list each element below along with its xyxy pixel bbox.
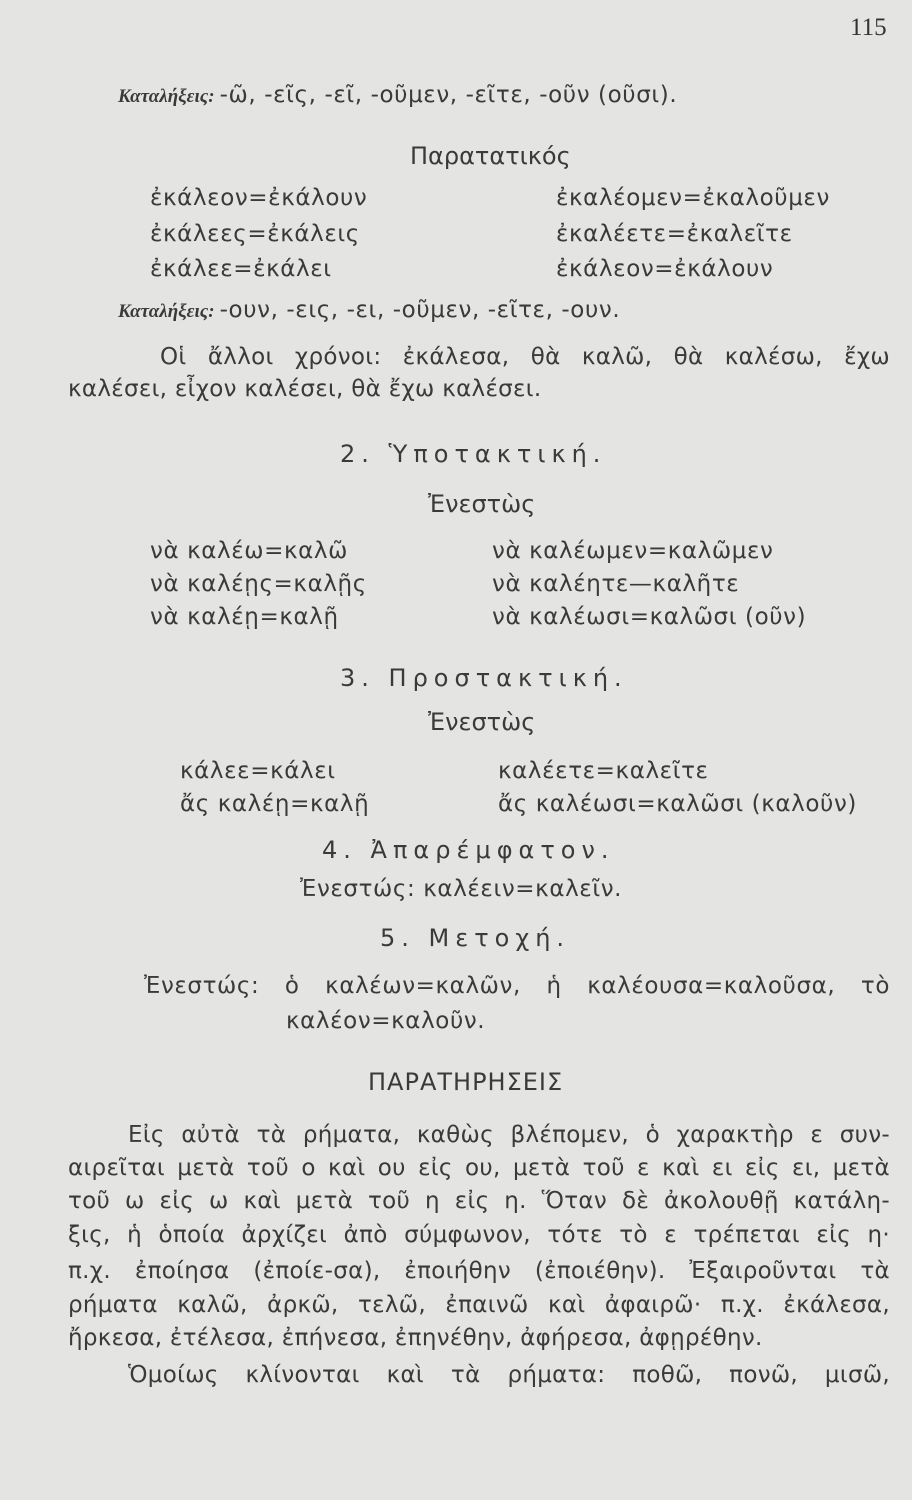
participle-heading: 5. Μετοχή. xyxy=(380,924,571,952)
imperfect-right-3: ἐκάλεον=ἐκάλουν xyxy=(556,256,774,282)
subjunctive-right-3: νὰ καλέωσι=καλῶσι (οῦν) xyxy=(492,604,807,630)
imperfect-endings-line xyxy=(118,297,620,323)
subjunctive-left-2: νὰ καλέῃς=καλῇς xyxy=(150,571,367,597)
subjunctive-right-1: νὰ καλέωμεν=καλῶμεν xyxy=(492,538,774,564)
remarks-line-5: π.χ. ἐποίησα (ἐποίε-σα), ἐποιήθην (ἐποιέθην). Ἐξαιροῦνται τὰ xyxy=(68,1258,890,1284)
subjunctive-left-3: νὰ καλέῃ=καλῇ xyxy=(150,604,339,630)
infinitive-heading: 4. Ἀπαρέμφατον. xyxy=(322,836,615,864)
imperfect-right-2: ἐκαλέετε=ἐκαλεῖτε xyxy=(556,221,793,247)
imperfect-heading: Παρατατικός xyxy=(410,142,571,170)
infinitive-line: Ἐνεστώς: καλέειν=καλεῖν. xyxy=(300,876,623,902)
other-tenses-line-2: καλέσει, εἶχον καλέσει, θὰ ἔχω καλέσει. xyxy=(68,376,542,402)
imperative-left-1: κάλεε=κάλει xyxy=(180,758,336,784)
remarks-line-8: Ὁμοίως κλίνονται καὶ τὰ ρήματα: ποθῶ, πονῶ, μισῶ, xyxy=(128,1362,890,1388)
participle-line-1: Ἐνεστώς: ὁ καλέων=καλῶν, ἡ καλέουσα=καλοῦσα, τὸ xyxy=(144,973,890,999)
subjunctive-left-1: νὰ καλέω=καλῶ xyxy=(150,538,348,564)
remarks-line-2: αιρεῖται μετὰ τοῦ ο καὶ ου εἰς ου, μετὰ τοῦ ε καὶ ει εἰς ει, μετὰ xyxy=(68,1155,890,1181)
subjunctive-right-2: νὰ καλέητε—καλῆτε xyxy=(492,571,740,597)
subjunctive-heading: 2. Ὑποτακτική. xyxy=(340,440,607,468)
page-number: 115 xyxy=(850,14,887,41)
present-endings: -ῶ, -εῖς, -εῖ, -οῦμεν, -εῖτε, -οῦν (οῦσι). xyxy=(219,82,678,108)
remarks-line-6: ρήματα καλῶ, ἀρκῶ, τελῶ, ἐπαινῶ καὶ ἀφαιρῶ· π.χ. ἐκάλεσα, xyxy=(68,1292,890,1318)
remarks-line-7: ἤρκεσα, ἐτέλεσα, ἐπήνεσα, ἐπηνέθην, ἀφήρεσα, ἀφῃρέθην. xyxy=(68,1325,763,1351)
imperfect-left-3: ἐκάλεε=ἐκάλει xyxy=(150,256,332,282)
present-endings-line xyxy=(118,82,677,108)
imperfect-left-2: ἐκάλεες=ἐκάλεις xyxy=(150,221,360,247)
imperfect-right-1: ἐκαλέομεν=ἐκαλοῦμεν xyxy=(556,185,830,211)
participle-line-2: καλέον=καλοῦν. xyxy=(286,1008,486,1034)
endings-label: Καταλήξεις: xyxy=(118,301,215,322)
imperative-heading: 3. Προστακτική. xyxy=(340,664,628,692)
imperative-right-2: ἄς καλέωσι=καλῶσι (καλοῦν) xyxy=(498,791,857,817)
imperfect-endings: -ουν, -εις, -ει, -οῦμεν, -εῖτε, -ουν. xyxy=(219,297,621,323)
imperative-tense: Ἐνεστὼς xyxy=(428,708,536,736)
imperfect-left-1: ἐκάλεον=ἐκάλουν xyxy=(150,185,368,211)
subjunctive-tense: Ἐνεστὼς xyxy=(428,490,536,518)
other-tenses-line-1: Οἱ ἄλλοι χρόνοι: ἐκάλεσα, θὰ καλῶ, θὰ καλέσω, ἔχω xyxy=(160,344,890,370)
remarks-line-3: τοῦ ω εἰς ω καὶ μετὰ τοῦ η εἰς η. Ὅταν δὲ ἀκολουθῇ κατάλη- xyxy=(68,1188,890,1214)
imperative-left-2: ἄς καλέῃ=καλῇ xyxy=(180,791,370,817)
remarks-line-1: Εἰς αὐτὰ τὰ ρήματα, καθὼς βλέπομεν, ὁ χαρακτὴρ ε συν- xyxy=(128,1122,890,1148)
imperative-right-1: καλέετε=καλεῖτε xyxy=(498,758,709,784)
remarks-line-4: ξις, ἡ ὁποία ἀρχίζει ἀπὸ σύμφωνον, τότε τὸ ε τρέπεται εἰς η· xyxy=(68,1222,890,1248)
remarks-heading: ΠΑΡΑΤΗΡΗΣΕΙΣ xyxy=(368,1068,564,1096)
endings-label: Καταλήξεις: xyxy=(118,86,215,107)
